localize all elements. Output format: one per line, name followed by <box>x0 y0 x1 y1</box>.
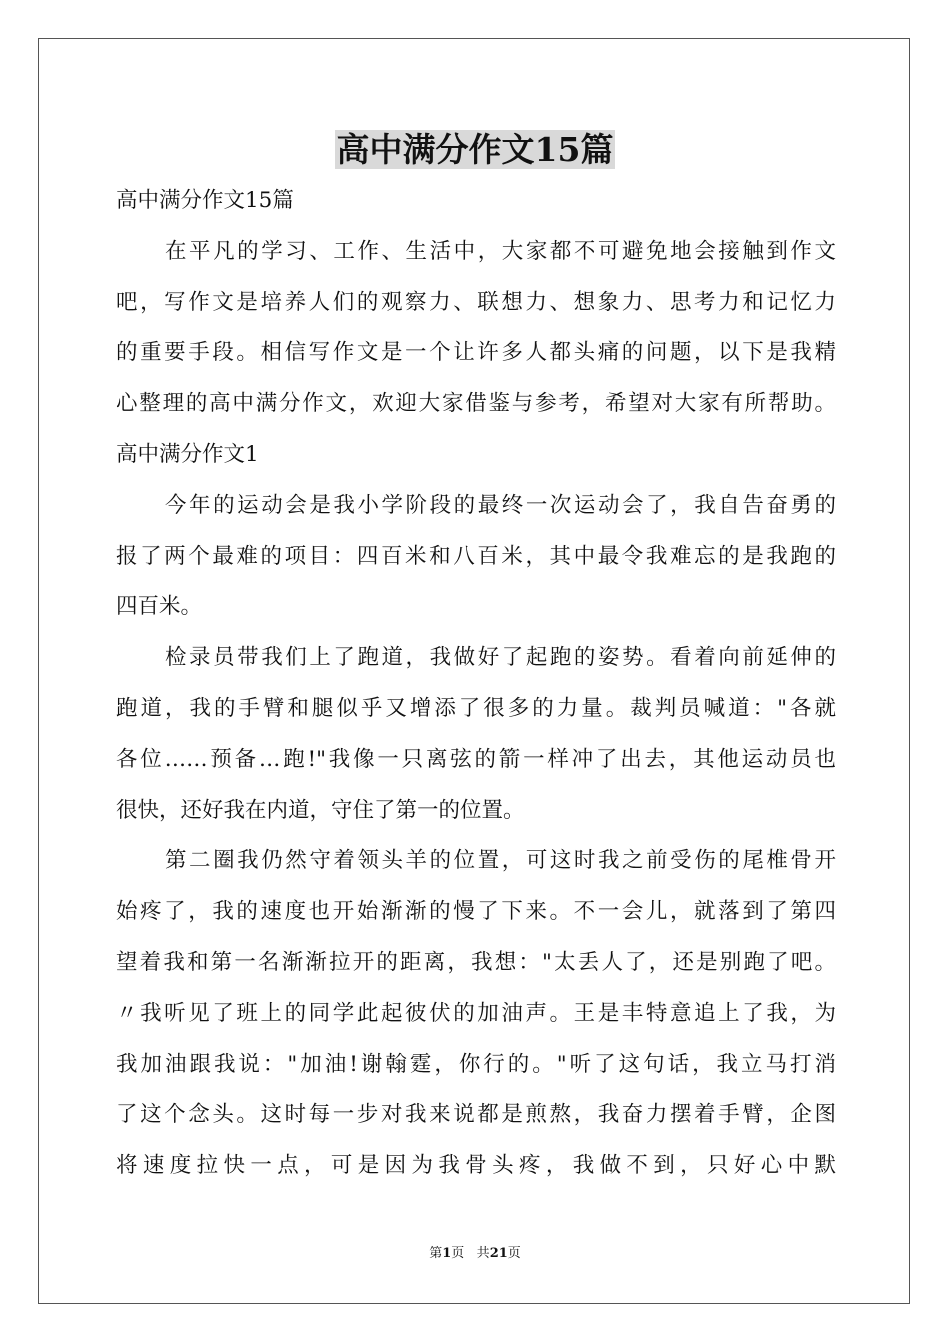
footer-page-suffix: 页 <box>451 1246 465 1261</box>
text-line: 的重要手段。相信写作文是一个让许多人都头痛的问题，以下是我精 <box>116 340 836 366</box>
document-title-text: 高中满分作文15篇 <box>336 130 614 169</box>
text-line: 高中满分作文15篇 <box>116 188 294 213</box>
footer-total-suffix: 页 <box>507 1246 521 1261</box>
footer-page-number: 1 <box>442 1246 452 1261</box>
text-line: 将速度拉快一点，可是因为我骨头疼，我做不到，只好心中默 <box>116 1153 836 1179</box>
footer-total-pages: 21 <box>489 1246 508 1261</box>
text-line: 四百米。 <box>116 594 203 620</box>
text-line: 吧，写作文是培养人们的观察力、联想力、想象力、思考力和记忆力 <box>116 289 836 315</box>
text-line: 第二圈我仍然守着领头羊的位置，可这时我之前受伤的尾椎骨开 <box>165 848 836 874</box>
text-line: 检录员带我们上了跑道，我做好了起跑的姿势。看着向前延伸的 <box>165 645 836 671</box>
text-line: 我加油跟我说："加油!谢翰霆，你行的。"听了这句话，我立马打消 <box>116 1051 836 1077</box>
text-line: 在平凡的学习、工作、生活中，大家都不可避免地会接触到作文 <box>165 238 836 264</box>
text-line: 跑道，我的手臂和腿似乎又增添了很多的力量。裁判员喊道："各就 <box>116 695 836 721</box>
text-line: 始疼了，我的速度也开始渐渐的慢了下来。不一会儿，就落到了第四 <box>116 899 836 925</box>
page-footer <box>0 1245 950 1263</box>
text-line: 今年的运动会是我小学阶段的最终一次运动会了，我自告奋勇的 <box>165 492 836 518</box>
text-line: 高中满分作文1 <box>116 441 259 467</box>
document-body <box>116 176 836 1192</box>
text-line: 了这个念头。这时每一步对我来说都是煎熬，我奋力摆着手臂，企图 <box>116 1102 836 1128</box>
text-line: 〃我听见了班上的同学此起彼伏的加油声。王是丰特意追上了我，为 <box>116 1000 836 1026</box>
footer-page-prefix: 第 <box>429 1246 443 1261</box>
text-line: 心整理的高中满分作文，欢迎大家借鉴与参考，希望对大家有所帮助。 <box>116 391 836 417</box>
text-line: 很快，还好我在内道，守住了第一的位置。 <box>116 797 525 823</box>
text-line: 各位……预备…跑!"我像一只离弦的箭一样冲了出去，其他运动员也 <box>116 746 836 772</box>
text-line: 报了两个最难的项目：四百米和八百米，其中最令我难忘的是我跑的 <box>116 543 836 569</box>
footer-total-prefix: 共 <box>476 1246 490 1261</box>
document-title <box>0 126 950 174</box>
text-line: 望着我和第一名渐渐拉开的距离，我想："太丢人了，还是别跑了吧。 <box>116 949 836 975</box>
